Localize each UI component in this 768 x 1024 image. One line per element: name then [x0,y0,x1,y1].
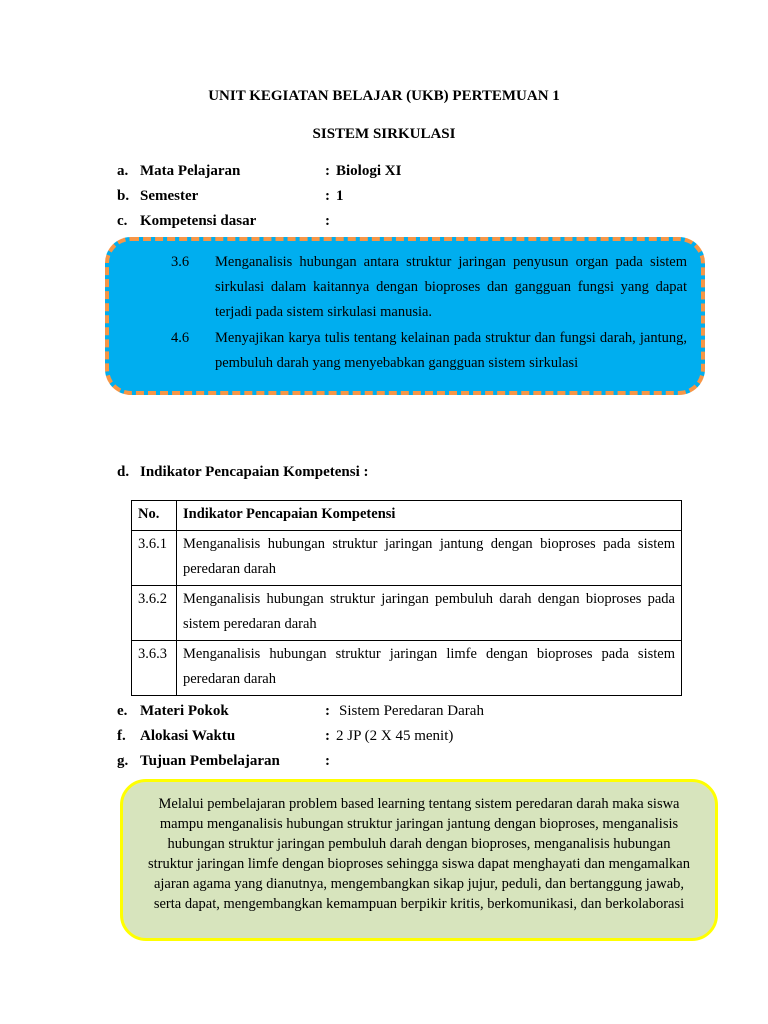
table-cell-text: Menganalisis hubungan struktur jaringan jantung dengan bioproses pada sistem peredaran darah [177,531,682,586]
row-value: Biologi XI [336,163,402,179]
row-label: Mata Pelajaran [140,163,241,179]
kd-number: 4.6 [171,330,190,346]
row-value: 2 JP (2 X 45 menit) [336,728,454,744]
kompetensi-dasar-box [105,237,705,395]
row-value: 1 [336,188,344,204]
table-cell-text: Menganalisis hubungan struktur jaringan limfe dengan bioproses pada sistem peredaran darah [177,641,682,696]
page-subtitle: SISTEM SIRKULASI [312,126,456,142]
row-colon: : [325,163,330,179]
row-letter: c. [117,213,128,229]
row-letter: e. [117,703,128,719]
row-letter: b. [117,188,130,204]
indikator-heading [0,461,768,483]
row-colon: : [325,703,330,719]
row-label: Indikator Pencapaian Kompetensi : [140,464,369,480]
info-row-tujuan-pembelajaran [0,750,768,772]
row-label: Materi Pokok [140,703,229,719]
row-colon: : [325,728,330,744]
table-header-row [132,501,682,531]
kd-text: Menganalisis hubungan antara struktur jaringan penyusun organ pada sistem sirkulasi dalam kaitannya dengan bioproses dan gangguan fungsi yang dapat terjadi pada sistem sirkulasi manusia. [215,254,687,320]
row-colon: : [325,213,330,229]
info-row-semester [0,185,768,207]
column-header-no: No. [132,501,177,531]
table-cell-text: Menganalisis hubungan struktur jaringan pembuluh darah dengan bioproses pada sistem peredaran darah [177,586,682,641]
info-row-alokasi-waktu [0,725,768,747]
column-header-indikator: Indikator Pencapaian Kompetensi [177,501,682,531]
info-row-materi-pokok [0,700,768,722]
row-letter: a. [117,163,129,179]
indikator-table [131,500,682,696]
info-row-kompetensi-dasar [0,210,768,232]
table-cell-no: 3.6.1 [132,531,177,586]
row-colon: : [325,188,330,204]
tujuan-text: Melalui pembelajaran problem based learning tentang sistem peredaran darah maka siswa mampu menganalisis hubungan struktur jaringan jantung dengan bioproses, menganalisis hubungan struktur jaringan pembuluh darah dengan bioproses, menganalisis hubungan struktur jaringan limfe dengan bioproses sehingga siswa dapat menghayati dan mengamalkan ajaran agama yang dianutnya, mengembangkan sikap jujur, peduli, dan bertanggung jawab, serta dapat, mengembangkan kemampuan berpikir kritis, berkomunikasi, dan berkolaborasi [148,796,690,912]
row-label: Semester [140,188,199,204]
row-value: Sistem Peredaran Darah [339,703,484,719]
page-title: UNIT KEGIATAN BELAJAR (UKB) PERTEMUAN 1 [208,88,560,104]
kd-text: Menyajikan karya tulis tentang kelainan pada struktur dan fungsi darah, jantung, pembuluh darah yang menyebabkan gangguan sistem sirkulasi [215,330,687,371]
row-letter: d. [117,464,130,480]
row-colon: : [325,753,330,769]
row-label: Kompetensi dasar [140,213,257,229]
row-letter: f. [117,728,126,744]
tujuan-pembelajaran-box [120,779,718,941]
row-letter: g. [117,753,129,769]
row-label: Alokasi Waktu [140,728,236,744]
info-row-mata-pelajaran [0,160,768,182]
table-cell-no: 3.6.3 [132,641,177,696]
table-row [132,586,682,641]
kd-number: 3.6 [171,254,190,270]
row-label: Tujuan Pembelajaran [140,753,280,769]
table-row [132,641,682,696]
table-row [132,531,682,586]
table-cell-no: 3.6.2 [132,586,177,641]
